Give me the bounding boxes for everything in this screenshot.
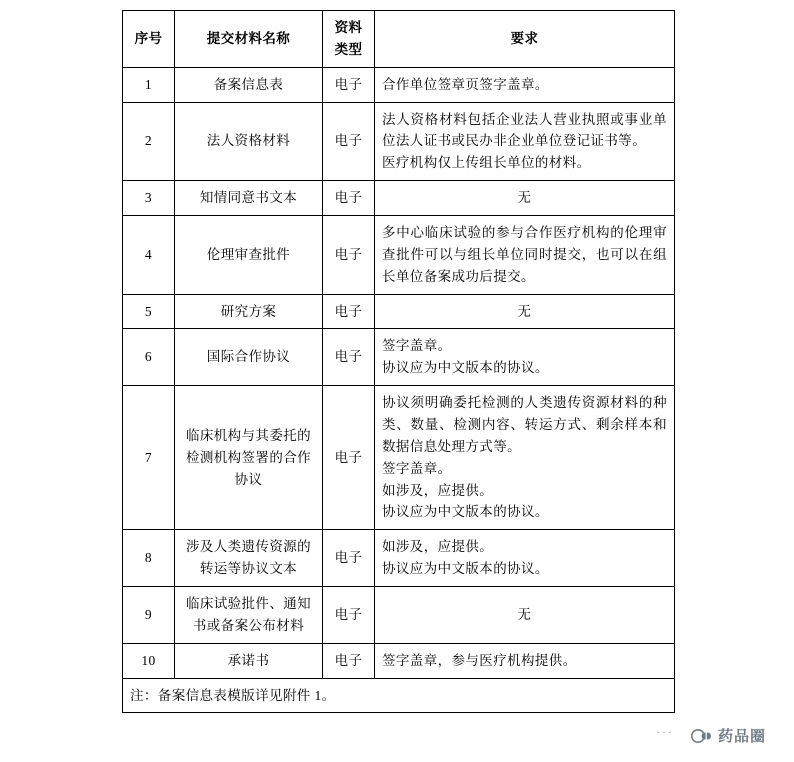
row-type: 电子 — [323, 587, 375, 644]
row-req — [375, 102, 675, 181]
row-name: 临床机构与其委托的检测机构签署的合作协议 — [175, 386, 323, 530]
header-type-line2: 类型 — [334, 41, 363, 57]
row-no: 3 — [123, 181, 175, 216]
row-no: 5 — [123, 294, 175, 329]
req-line: 如涉及，应提供。 — [382, 539, 494, 555]
req-line: 多中心临床试验的参与合作医疗机构的伦理审查批件可以与组长单位同时提交，也可以在组长单位备案成功后提交。 — [382, 225, 667, 284]
req-line: 协议应为中文版本的协议。 — [382, 504, 549, 520]
header-type-line1: 资料 — [334, 20, 363, 35]
table-note: 注：备案信息表模版详见附件 1。 — [123, 678, 675, 713]
req-line: 合作单位签章页签字盖章。 — [382, 76, 549, 92]
row-type: 电子 — [323, 643, 375, 678]
row-req — [375, 530, 675, 587]
row-name: 研究方案 — [175, 294, 323, 329]
row-req — [375, 216, 675, 295]
req-line: 医疗机构仅上传组长单位的材料。 — [382, 155, 591, 171]
row-no: 2 — [123, 102, 175, 181]
req-line: 协议须明确委托检测的人类遗传资源材料的种类、数量、检测内容、转运方式、剩余样本和数据信息处理方式等。 — [382, 395, 667, 454]
table-row — [123, 294, 675, 329]
header-cell-no: 序号 — [123, 11, 175, 68]
row-type: 电子 — [323, 386, 375, 530]
pill-circle-icon — [691, 727, 712, 745]
row-type: 电子 — [323, 294, 375, 329]
watermark-label: 药品圈 — [717, 728, 766, 745]
row-no: 1 — [123, 67, 175, 102]
table-row — [123, 67, 675, 102]
req-line: 法人资格材料包括企业法人营业执照或事业单位法人证书或民办非企业单位登记证书等。 — [382, 111, 667, 149]
row-name: 涉及人类遗传资源的转运等协议文本 — [175, 530, 323, 587]
table-row — [123, 216, 675, 295]
header-cell-req: 要求 — [375, 11, 675, 68]
row-no: 8 — [123, 530, 175, 587]
row-no: 6 — [123, 329, 175, 386]
row-name: 知情同意书文本 — [175, 181, 323, 216]
row-name: 法人资格材料 — [175, 102, 323, 181]
req-line: 如涉及，应提供。 — [382, 482, 494, 498]
row-req — [375, 67, 675, 102]
table-row — [123, 102, 675, 181]
req-line: 签字盖章，参与医疗机构提供。 — [382, 652, 577, 668]
row-req — [375, 329, 675, 386]
watermark — [691, 725, 766, 746]
requirements-table — [122, 10, 675, 713]
table-header-row — [123, 11, 675, 68]
row-name: 备案信息表 — [175, 67, 323, 102]
watermark-dots: ··· — [656, 725, 674, 739]
row-type: 电子 — [323, 216, 375, 295]
table-row — [123, 386, 675, 530]
row-type: 电子 — [323, 530, 375, 587]
row-name: 承诺书 — [175, 643, 323, 678]
header-cell-name: 提交材料名称 — [175, 11, 323, 68]
row-type: 电子 — [323, 67, 375, 102]
table-row — [123, 643, 675, 678]
row-req — [375, 643, 675, 678]
row-no: 7 — [123, 386, 175, 530]
row-type: 电子 — [323, 102, 375, 181]
row-req: 无 — [375, 587, 675, 644]
row-type: 电子 — [323, 329, 375, 386]
row-name: 国际合作协议 — [175, 329, 323, 386]
req-line: 协议应为中文版本的协议。 — [382, 561, 549, 577]
table-note-row — [123, 678, 675, 713]
row-req: 无 — [375, 294, 675, 329]
row-req: 无 — [375, 181, 675, 216]
table-row — [123, 181, 675, 216]
req-line: 协议应为中文版本的协议。 — [382, 360, 549, 376]
row-type: 电子 — [323, 181, 375, 216]
row-req — [375, 386, 675, 530]
req-line: 签字盖章。 — [382, 460, 452, 476]
row-no: 9 — [123, 587, 175, 644]
req-line: 签字盖章。 — [382, 338, 452, 354]
row-no: 4 — [123, 216, 175, 295]
table-row — [123, 329, 675, 386]
table-row — [123, 587, 675, 644]
requirements-table-wrapper — [122, 10, 674, 713]
row-name: 伦理审查批件 — [175, 216, 323, 295]
row-no: 10 — [123, 643, 175, 678]
row-name: 临床试验批件、通知书或备案公布材料 — [175, 587, 323, 644]
table-row — [123, 530, 675, 587]
header-cell-type — [323, 11, 375, 68]
